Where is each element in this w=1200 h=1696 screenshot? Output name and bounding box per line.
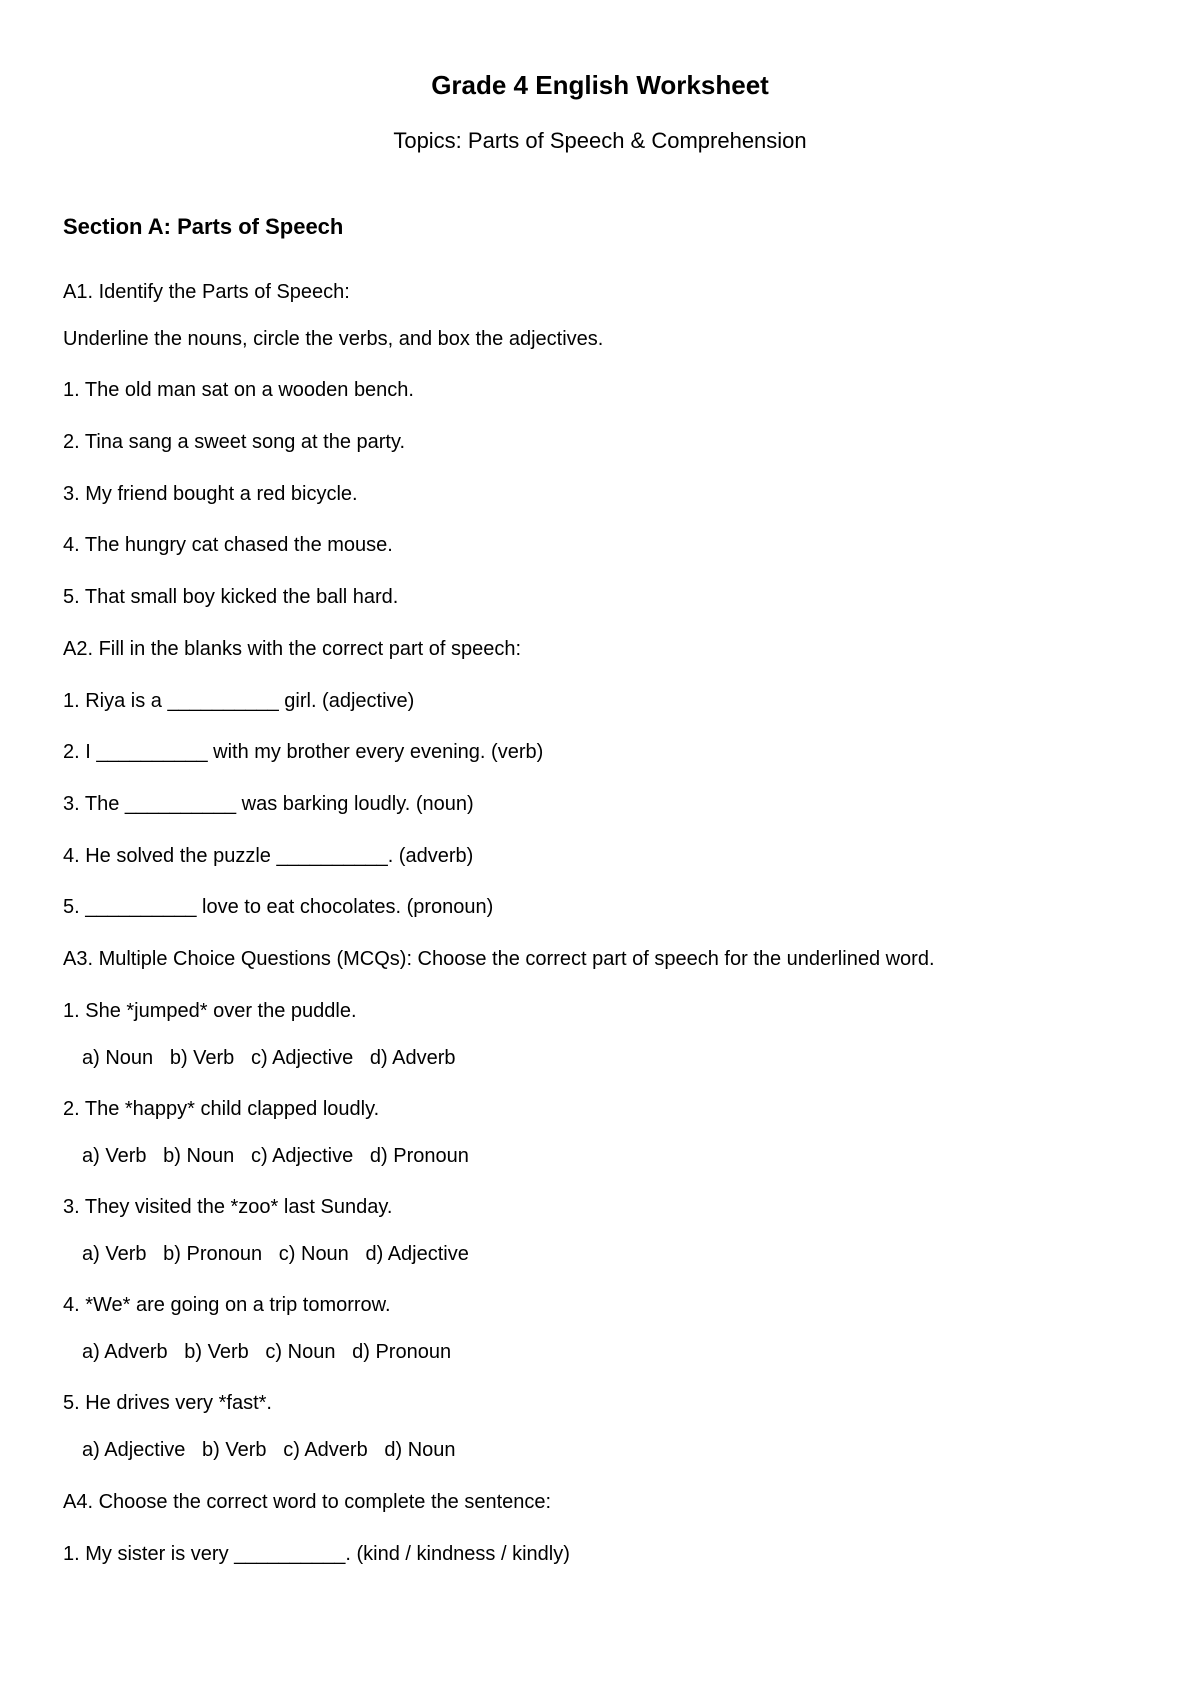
a1-instruction: Underline the nouns, circle the verbs, and box the adjectives. (63, 328, 604, 350)
a3-options: a) Noun b) Verb c) Adjective d) Adverb (82, 1047, 456, 1069)
a4-item: 1. My sister is very __________. (kind / kindness / kindly) (63, 1543, 570, 1565)
a1-item: 5. That small boy kicked the ball hard. (63, 586, 399, 608)
a3-options: a) Adverb b) Verb c) Noun d) Pronoun (82, 1341, 452, 1363)
section-a-heading: Section A: Parts of Speech (63, 214, 344, 239)
a2-item: 2. I __________ with my brother every evening. (verb) (63, 741, 544, 763)
a3-question: 5. He drives very *fast*. (63, 1392, 272, 1414)
a1-item: 1. The old man sat on a wooden bench. (63, 379, 414, 401)
a1-item: 4. The hungry cat chased the mouse. (63, 534, 393, 556)
a3-question: 2. The *happy* child clapped loudly. (63, 1098, 380, 1120)
a3-options: a) Adjective b) Verb c) Adverb d) Noun (82, 1439, 456, 1461)
page-title: Grade 4 English Worksheet (431, 70, 769, 100)
a1-item: 3. My friend bought a red bicycle. (63, 483, 358, 505)
a3-heading: A3. Multiple Choice Questions (MCQs): Choose the correct part of speech for the underlined word. (63, 948, 935, 970)
a2-item: 1. Riya is a __________ girl. (adjective) (63, 690, 415, 712)
a3-question: 3. They visited the *zoo* last Sunday. (63, 1196, 393, 1218)
a3-question: 1. She *jumped* over the puddle. (63, 1000, 357, 1022)
a2-item: 3. The __________ was barking loudly. (noun) (63, 793, 474, 815)
a1-heading: A1. Identify the Parts of Speech: (63, 281, 350, 303)
a1-item: 2. Tina sang a sweet song at the party. (63, 431, 406, 453)
a2-item: 4. He solved the puzzle __________. (adverb) (63, 845, 474, 867)
page-subtitle: Topics: Parts of Speech & Comprehension (393, 128, 807, 153)
a3-options: a) Verb b) Noun c) Adjective d) Pronoun (82, 1145, 469, 1167)
a4-heading: A4. Choose the correct word to complete the sentence: (63, 1491, 552, 1513)
a3-question: 4. *We* are going on a trip tomorrow. (63, 1294, 391, 1316)
a2-heading: A2. Fill in the blanks with the correct part of speech: (63, 638, 521, 660)
a3-options: a) Verb b) Pronoun c) Noun d) Adjective (82, 1243, 469, 1265)
a2-item: 5. __________ love to eat chocolates. (pronoun) (63, 896, 494, 918)
